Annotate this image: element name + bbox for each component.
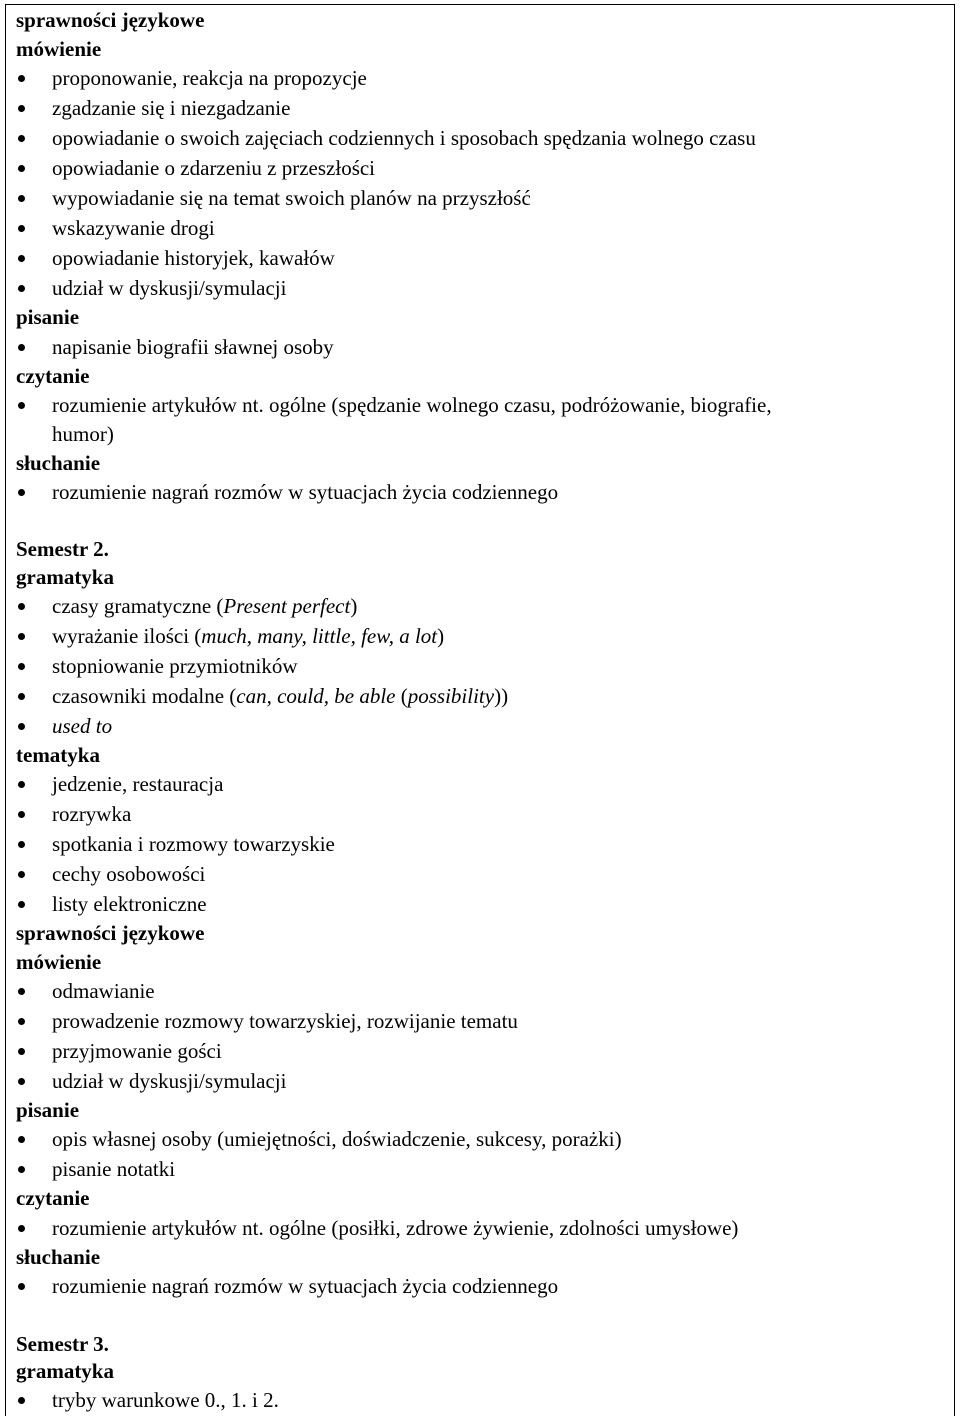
semester-title: Semestr 2. <box>16 537 109 561</box>
subheading-grammar: gramatyka <box>16 565 114 589</box>
semester-title: Semestr 3. <box>16 1332 109 1356</box>
list-item: cechy osobowości <box>52 862 206 886</box>
list-item: czasy gramatyczne (Present perfect) <box>52 594 358 618</box>
list-item: rozumienie nagrań rozmów w sytuacjach życia codziennego <box>52 480 559 504</box>
subheading-grammar: gramatyka <box>16 1359 114 1383</box>
list-item: pisanie notatki <box>52 1157 176 1181</box>
list-item: napisanie biografii sławnej osoby <box>52 335 334 359</box>
subheading-reading: czytanie <box>16 364 90 388</box>
list-item: opis własnej osoby (umiejętności, doświadczenie, sukcesy, porażki) <box>52 1127 622 1151</box>
list-item: udział w dyskusji/symulacji <box>52 1069 287 1093</box>
list-item: udział w dyskusji/symulacji <box>52 276 287 300</box>
subheading-listening: słuchanie <box>16 1245 101 1269</box>
list-item: wskazywanie drogi <box>52 216 215 240</box>
list-item: wyrażanie ilości (much, many, little, few, a lot) <box>52 624 445 648</box>
list-item: stopniowanie przymiotników <box>52 654 298 678</box>
subheading-speaking: mówienie <box>16 950 102 974</box>
list-item: spotkania i rozmowy towarzyskie <box>52 832 335 856</box>
list-item: odmawianie <box>52 979 155 1003</box>
section-heading-skills: sprawności językowe <box>16 8 205 32</box>
list-item: czasowniki modalne (can, could, be able (possibility)) <box>52 684 509 708</box>
subheading-reading: czytanie <box>16 1186 90 1210</box>
list-item-continuation: humor) <box>52 422 114 446</box>
list-item: wypowiadanie się na temat swoich planów na przyszłość <box>52 186 531 210</box>
list-item: zgadzanie się i niezgadzanie <box>52 96 291 120</box>
list-item: rozumienie nagrań rozmów w sytuacjach życia codziennego <box>52 1274 559 1298</box>
subheading-topics: tematyka <box>16 743 100 767</box>
list-item: listy elektroniczne <box>52 892 207 916</box>
section-heading-skills: sprawności językowe <box>16 921 205 945</box>
subheading-listening: słuchanie <box>16 451 101 475</box>
list-item: proponowanie, reakcja na propozycje <box>52 66 367 90</box>
list-item: jedzenie, restauracja <box>52 772 224 796</box>
list-item: opowiadanie historyjek, kawałów <box>52 246 335 270</box>
list-item: rozumienie artykułów nt. ogólne (spędzanie wolnego czasu, podróżowanie, biografie, <box>52 393 772 417</box>
list-item: rozrywka <box>52 802 132 826</box>
list-item: prowadzenie rozmowy towarzyskiej, rozwijanie tematu <box>52 1009 518 1033</box>
list-item: opowiadanie o swoich zajęciach codziennych i sposobach spędzania wolnego czasu <box>52 126 756 150</box>
subheading-writing: pisanie <box>16 1098 80 1122</box>
list-item: opowiadanie o zdarzeniu z przeszłości <box>52 156 376 180</box>
list-item: used to <box>52 714 113 738</box>
subheading-writing: pisanie <box>16 305 80 329</box>
list-item: tryby warunkowe 0., 1. i 2. <box>52 1388 279 1412</box>
list-item: przyjmowanie gości <box>52 1039 222 1063</box>
list-item: rozumienie artykułów nt. ogólne (posiłki, zdrowe żywienie, zdolności umysłowe) <box>52 1216 739 1240</box>
subheading-speaking: mówienie <box>16 37 102 61</box>
